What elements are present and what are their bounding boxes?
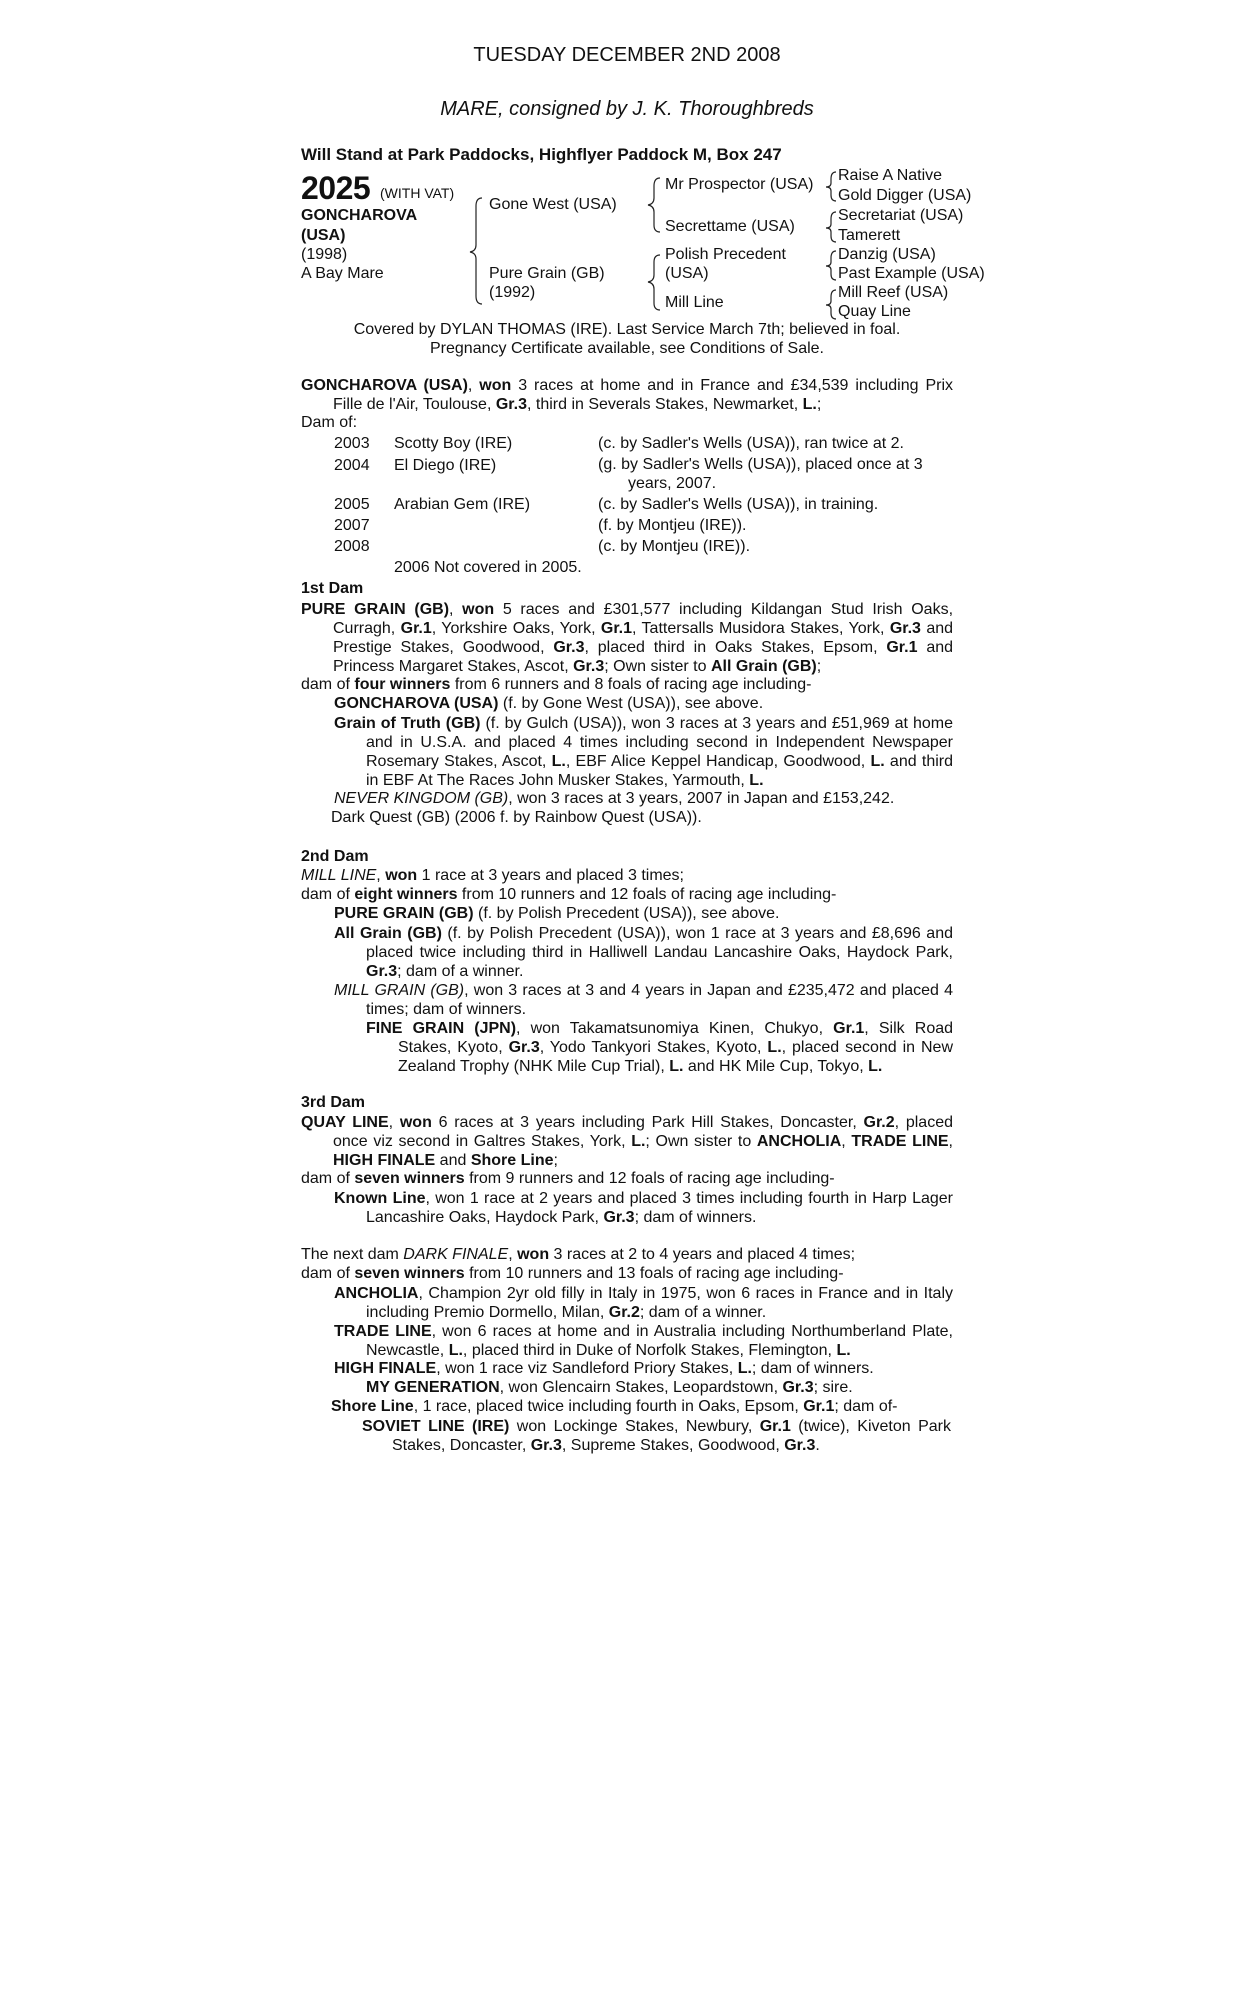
covered-line: Covered by DYLAN THOMAS (IRE). Last Service March 7th; believed in foal. xyxy=(353,321,901,338)
text-run: ; sire. xyxy=(813,1379,853,1396)
first-dam-produce-summary xyxy=(301,676,811,694)
progeny-name: El Diego (IRE) xyxy=(394,457,497,474)
text-run: , won 1 race at 2 years and placed 3 times including fourth in Harp Lager Lancashire Oaks, Haydock Park, xyxy=(366,1190,953,1226)
produce-name: HIGH FINALE xyxy=(334,1360,437,1377)
sister-name: All Grain (GB) xyxy=(710,658,817,675)
produce-known-line xyxy=(334,1189,953,1227)
third-dam-paragraph: QUAY LINE, won 6 races at 3 years including Park Hill Stakes, Doncaster, Gr.2, placed once viz second in Galtres Stakes, York, L.; Own sister to ANCHOLIA, TRADE LINE, HIGH FINALE and Shore Line; xyxy=(301,1114,953,1169)
pedigree-bracket-ds xyxy=(826,251,836,280)
produce-name: MY GENERATION xyxy=(366,1379,500,1396)
third-dam-heading: 3rd Dam xyxy=(301,1094,366,1111)
produce-all-grain xyxy=(334,924,953,981)
grade-label: Gr.1 xyxy=(600,620,633,637)
progeny-name: Scotty Boy (IRE) xyxy=(394,435,513,452)
text-run: from 10 runners and 13 foals of racing age including- xyxy=(464,1265,844,1282)
horse-country: (USA) xyxy=(301,227,346,244)
progeny-year: 2007 xyxy=(334,517,370,534)
sister-name: HIGH FINALE xyxy=(333,1152,436,1169)
first-dam-paragraph: PURE GRAIN (GB), won 5 races and £301,577 including Kildangan Stud Irish Oaks, Curragh, Gr.1, Yorkshire Oaks, York, Gr.1, Tattersalls Musidora Stakes, York, Gr.3 and Prestige Stakes, Goodwood, Gr.3, placed third in Oaks Stakes, Epsom, Gr.1 and Princess Margaret Stakes, Ascot, Gr.3; Own sister to All Grain (GB); xyxy=(301,601,954,675)
text-run: (f. by Polish Precedent (USA)), see above. xyxy=(473,905,780,922)
produce-name: TRADE LINE xyxy=(334,1323,432,1340)
produce-name: Known Line xyxy=(334,1190,426,1207)
progeny-row xyxy=(334,493,954,515)
text-run: ; dam of winners. xyxy=(634,1209,757,1226)
text-run: (f. by Polish Precedent (USA)), won 1 race at 3 years and £8,696 and placed twice including third in Halliwell Landau Lancashire Oaks, Haydock Park, xyxy=(366,925,954,961)
text-run: , xyxy=(841,1133,852,1150)
sister-name: TRADE LINE xyxy=(851,1133,949,1150)
text-run: 5 races and £301,577 including Kildangan Stud Irish Oaks, Curragh, xyxy=(333,601,954,637)
grade-label: Gr.3 xyxy=(603,1209,635,1226)
pedigree-bracket-main xyxy=(470,198,482,304)
horse-year: (1998) xyxy=(301,246,348,263)
progeny-year: 2003 xyxy=(334,435,370,452)
horse-name: GONCHAROVA xyxy=(301,207,418,224)
produce-trade-line xyxy=(334,1322,953,1360)
produce-shore-line xyxy=(331,1398,898,1416)
grade-label: Gr.2 xyxy=(608,1304,640,1321)
pedigree-dam-sire-country: (USA) xyxy=(665,265,709,282)
text-run: from 6 runners and 8 foals of racing age including- xyxy=(450,676,812,693)
produce-name: ANCHOLIA xyxy=(334,1285,419,1302)
pedigree-gen3-2: Gold Digger (USA) xyxy=(838,187,972,204)
second-dam-heading: 2nd Dam xyxy=(301,848,369,865)
progeny-note: (c. by Sadler's Wells (USA)), ran twice at 2. xyxy=(598,435,904,452)
sale-date: TUESDAY DECEMBER 2ND 2008 xyxy=(473,44,781,66)
text-run: , Tattersalls Musidora Stakes, York, xyxy=(632,620,890,637)
produce-soviet-line xyxy=(362,1417,951,1455)
grade-label: Gr.3 xyxy=(530,1437,562,1454)
progeny-note-line2: years, 2007. xyxy=(628,475,717,492)
grade-label: Gr.1 xyxy=(886,639,918,656)
produce-name: All Grain (GB) xyxy=(334,925,442,942)
listed-label: L. xyxy=(448,1342,463,1359)
text-run: (twice), Kiveton Park Stakes, Doncaster, xyxy=(392,1418,952,1454)
grade-label: Gr.3 xyxy=(366,963,398,980)
pedigree-sire-dam: Secrettame (USA) xyxy=(665,218,795,235)
produce-mill-grain xyxy=(334,981,953,1019)
produce-name: Shore Line xyxy=(331,1398,414,1415)
listed-label: L. xyxy=(868,1058,883,1075)
sister-name: ANCHOLIA xyxy=(756,1133,842,1150)
text-run: , xyxy=(948,1133,953,1150)
stabling-location: Will Stand at Park Paddocks, Highflyer Paddock M, Box 247 xyxy=(301,145,782,164)
won-label: won xyxy=(517,1246,550,1263)
next-dam-name: DARK FINALE xyxy=(403,1246,509,1263)
vat-note: (WITH VAT) xyxy=(380,185,455,201)
text-run: dam of xyxy=(301,1170,355,1187)
text-run: ; dam of a winner. xyxy=(397,963,524,980)
pedigree-bracket-sd xyxy=(826,212,836,242)
grade-label: Gr.3 xyxy=(508,1039,540,1056)
progeny-year: 2008 xyxy=(334,538,370,555)
summary-end: ; xyxy=(816,396,822,413)
grade-label: Gr.3 xyxy=(782,1379,814,1396)
progeny-row xyxy=(334,433,954,454)
text-run: , won 3 races at 3 and 4 years in Japan and £235,472 and placed 4 times; dam of winners. xyxy=(366,982,953,1018)
grade-label: Gr.1 xyxy=(833,1020,865,1037)
text-run: dam of xyxy=(301,886,355,903)
text-run: , Supreme Stakes, Goodwood, xyxy=(561,1437,785,1454)
produce-ancholia xyxy=(334,1284,953,1322)
pedigree-gen3-3: Secretariat (USA) xyxy=(838,207,964,224)
listed-label: L. xyxy=(870,753,885,770)
winners-count: seven winners xyxy=(354,1170,465,1187)
text-run: won Lockinge Stakes, Newbury, xyxy=(509,1418,760,1435)
text-run: and third in EBF At The Races John Musker Stakes, Yarmouth, xyxy=(366,753,954,789)
text-run: , placed second in New Zealand Trophy (NHK Mile Cup Trial), xyxy=(398,1039,953,1075)
grade-label: Gr.1 xyxy=(759,1418,791,1435)
listed-label: L. xyxy=(749,772,764,789)
progeny-note: (c. by Sadler's Wells (USA)), in training. xyxy=(598,496,879,513)
text-run: ; dam of winners. xyxy=(751,1360,874,1377)
text-run: , xyxy=(508,1246,518,1263)
next-dam-line xyxy=(301,1246,855,1264)
pedigree-gen3-1: Raise A Native xyxy=(838,167,943,184)
won-label: won xyxy=(399,1114,432,1131)
summary-text-1: 3 races at home and in France and £34,539 including Prix Fille de l'Air, Toulouse, xyxy=(333,377,954,413)
horse-description: A Bay Mare xyxy=(301,265,384,282)
progeny-note: (c. by Montjeu (IRE)). xyxy=(598,538,751,555)
produce-name: Grain of Truth (GB) xyxy=(334,715,481,732)
text-run: , Yodo Tankyori Stakes, Kyoto, xyxy=(539,1039,768,1056)
progeny-note xyxy=(598,454,954,493)
grade-label: Gr.1 xyxy=(803,1398,835,1415)
text-run: , Champion 2yr old filly in Italy in 1975, won 6 races in France and in Italy including Premio Dormello, Milan, xyxy=(366,1285,953,1321)
pedigree-gen3-4: Tamerett xyxy=(838,227,901,244)
winners-count: eight winners xyxy=(354,886,458,903)
pedigree-dam-sire: Polish Precedent xyxy=(665,246,786,263)
produce-name: MILL GRAIN (GB) xyxy=(334,982,465,999)
lot-number: 2025 xyxy=(301,170,371,206)
pedigree-sire: Gone West (USA) xyxy=(489,196,617,213)
text-run: and Prestige Stakes, Goodwood, xyxy=(333,620,954,656)
text-run: ; dam of- xyxy=(834,1398,898,1415)
text-run: The next dam xyxy=(301,1246,404,1263)
text-run: , Yorkshire Oaks, York, xyxy=(431,620,601,637)
text-run: , 1 race, placed twice including fourth in Oaks, Epsom, xyxy=(413,1398,804,1415)
text-run: , won 6 races at home and in Australia including Northumberland Plate, Newcastle, xyxy=(366,1323,953,1359)
listed-label: L. xyxy=(737,1360,752,1377)
progeny-row xyxy=(334,454,954,493)
progeny-name: Arabian Gem (IRE) xyxy=(394,496,531,513)
dam-of-label: Dam of: xyxy=(301,414,358,431)
grade-label: Gr.3 xyxy=(784,1437,816,1454)
text-run: dam of xyxy=(301,676,355,693)
text-run: 6 races at 3 years including Park Hill Stakes, Doncaster, xyxy=(431,1114,864,1131)
progeny-name xyxy=(394,515,598,536)
produce-fine-grain xyxy=(366,1019,953,1076)
progeny-list xyxy=(334,433,954,557)
third-dam-name: QUAY LINE xyxy=(301,1114,389,1131)
won-label: won xyxy=(385,867,418,884)
won-label: won xyxy=(462,601,495,618)
text-run: ; xyxy=(553,1152,558,1169)
second-dam-produce-summary xyxy=(301,886,836,904)
first-dam-name: PURE GRAIN (GB) xyxy=(301,601,450,618)
horse-summary: GONCHAROVA (USA), won 3 races at home and in France and £34,539 including Prix Fille de l'Air, Toulouse, Gr.3, third in Severals Stakes, Newmarket, L.; xyxy=(301,377,954,413)
progeny-row xyxy=(334,515,954,536)
listed-label: L. xyxy=(631,1133,646,1150)
produce-my-generation xyxy=(366,1379,853,1397)
produce-name: NEVER KINGDOM (GB) xyxy=(334,790,509,807)
winners-count: seven winners xyxy=(354,1265,465,1282)
pregnancy-line: Pregnancy Certificate available, see Conditions of Sale. xyxy=(430,340,824,357)
text-run: 1 race at 3 years and placed 3 times; xyxy=(417,867,684,884)
progeny-year: 2004 xyxy=(334,457,370,474)
text-run: , EBF Alice Keppel Handicap, Goodwood, xyxy=(565,753,871,770)
text-run: and xyxy=(435,1152,471,1169)
pedigree-bracket-ss xyxy=(826,172,836,201)
produce-dark-quest: Dark Quest (GB) (2006 f. by Rainbow Quest (USA)). xyxy=(331,809,702,826)
pedigree-bracket-dam xyxy=(648,255,660,310)
text-run: from 9 runners and 12 foals of racing age including- xyxy=(464,1170,835,1187)
produce-high-finale xyxy=(334,1360,874,1378)
text-run: ; dam of a winner. xyxy=(639,1304,767,1321)
text-run: (f. by Gone West (USA)), see above. xyxy=(498,695,764,712)
grade-label: Gr.3 xyxy=(553,639,585,656)
text-run: ; Own sister to xyxy=(645,1133,757,1150)
won-label: won xyxy=(479,377,512,394)
pedigree-brackets xyxy=(0,0,1254,330)
progeny-row xyxy=(334,536,954,557)
text-run: , won 1 race viz Sandleford Priory Stakes, xyxy=(436,1360,738,1377)
pedigree-gen3-5: Danzig (USA) xyxy=(838,246,936,263)
first-dam-heading: 1st Dam xyxy=(301,580,364,597)
pedigree-dam: Pure Grain (GB) xyxy=(489,265,605,282)
grade-label: Gr.3 xyxy=(495,396,527,413)
pedigree-gen3-8: Quay Line xyxy=(838,303,911,320)
produce-never-kingdom xyxy=(334,790,894,808)
pedigree-gen3-6: Past Example (USA) xyxy=(838,265,985,282)
text-run: , placed third in Duke of Norfolk Stakes, Flemington, xyxy=(462,1342,837,1359)
listed-label: L. xyxy=(802,396,817,413)
progeny-name xyxy=(394,536,598,557)
grade-label: Gr.1 xyxy=(400,620,432,637)
produce-name: PURE GRAIN (GB) xyxy=(334,905,474,922)
progeny-note-line1: (g. by Sadler's Wells (USA)), placed once at 3 xyxy=(598,456,923,473)
listed-label: L. xyxy=(767,1039,782,1056)
pedigree-dam-year: (1992) xyxy=(489,284,536,301)
text-run: . xyxy=(815,1437,820,1454)
text-run: , placed third in Oaks Stakes, Epsom, xyxy=(584,639,887,656)
text-run: and HK Mile Cup, Tokyo, xyxy=(683,1058,869,1075)
produce-name: FINE GRAIN (JPN) xyxy=(366,1020,517,1037)
produce-goncharova xyxy=(334,695,763,713)
text-run: , won 3 races at 3 years, 2007 in Japan and £153,242. xyxy=(508,790,895,807)
text-run: from 10 runners and 12 foals of racing age including- xyxy=(457,886,837,903)
pedigree-dam-dam: Mill Line xyxy=(665,294,724,311)
text-run: , won Glencairn Stakes, Leopardstown, xyxy=(499,1379,783,1396)
progeny-year: 2005 xyxy=(334,496,370,513)
text-run: , placed once viz second in Galtres Stakes, York, xyxy=(333,1114,953,1150)
third-dam-produce-summary xyxy=(301,1170,835,1188)
text-run: ; Own sister to xyxy=(604,658,711,675)
text-run: (f. by Gulch (USA)), won 3 races at 3 years and £51,969 at home and in U.S.A. and placed 4 times including second in Independent Newspaper Rosemary Stakes, Ascot, xyxy=(366,715,953,770)
produce-pure-grain xyxy=(334,905,779,923)
grade-label: Gr.3 xyxy=(573,658,605,675)
produce-name: GONCHAROVA (USA) xyxy=(334,695,499,712)
horse-summary-name: GONCHAROVA (USA) xyxy=(301,377,468,394)
text-run: ; xyxy=(816,658,822,675)
grade-label: Gr.3 xyxy=(889,620,921,637)
produce-grain-of-truth xyxy=(334,714,953,790)
pedigree-gen3-7: Mill Reef (USA) xyxy=(838,284,949,301)
progeny-note: (f. by Montjeu (IRE)). xyxy=(598,517,747,534)
summary-text-2: , third in Severals Stakes, Newmarket, xyxy=(526,396,803,413)
pedigree-bracket-dd xyxy=(826,290,836,319)
produce-name: SOVIET LINE (IRE) xyxy=(362,1418,510,1435)
text-run: and Princess Margaret Stakes, Ascot, xyxy=(333,639,954,675)
winners-count: four winners xyxy=(354,676,451,693)
text-run: , Silk Road Stakes, Kyoto, xyxy=(398,1020,954,1056)
pedigree-sire-sire: Mr Prospector (USA) xyxy=(665,176,814,193)
next-dam-produce-summary xyxy=(301,1265,844,1283)
grade-label: Gr.2 xyxy=(863,1114,895,1131)
text-run: dam of xyxy=(301,1265,355,1282)
pedigree-bracket-sire xyxy=(648,178,660,232)
not-covered-note: 2006 Not covered in 2005. xyxy=(394,559,582,576)
listed-label: L. xyxy=(669,1058,684,1075)
second-dam-line: MILL LINE, won 1 race at 3 years and placed 3 times; xyxy=(301,867,684,884)
sister-name: Shore Line xyxy=(470,1152,554,1169)
text-run: 3 races at 2 to 4 years and placed 4 times; xyxy=(549,1246,856,1263)
listed-label: L. xyxy=(836,1342,851,1359)
consignor-line: MARE, consigned by J. K. Thoroughbreds xyxy=(440,98,814,120)
listed-label: L. xyxy=(551,753,566,770)
text-run: , won Takamatsunomiya Kinen, Chukyo, xyxy=(516,1020,834,1037)
second-dam-name: MILL LINE xyxy=(301,867,377,884)
